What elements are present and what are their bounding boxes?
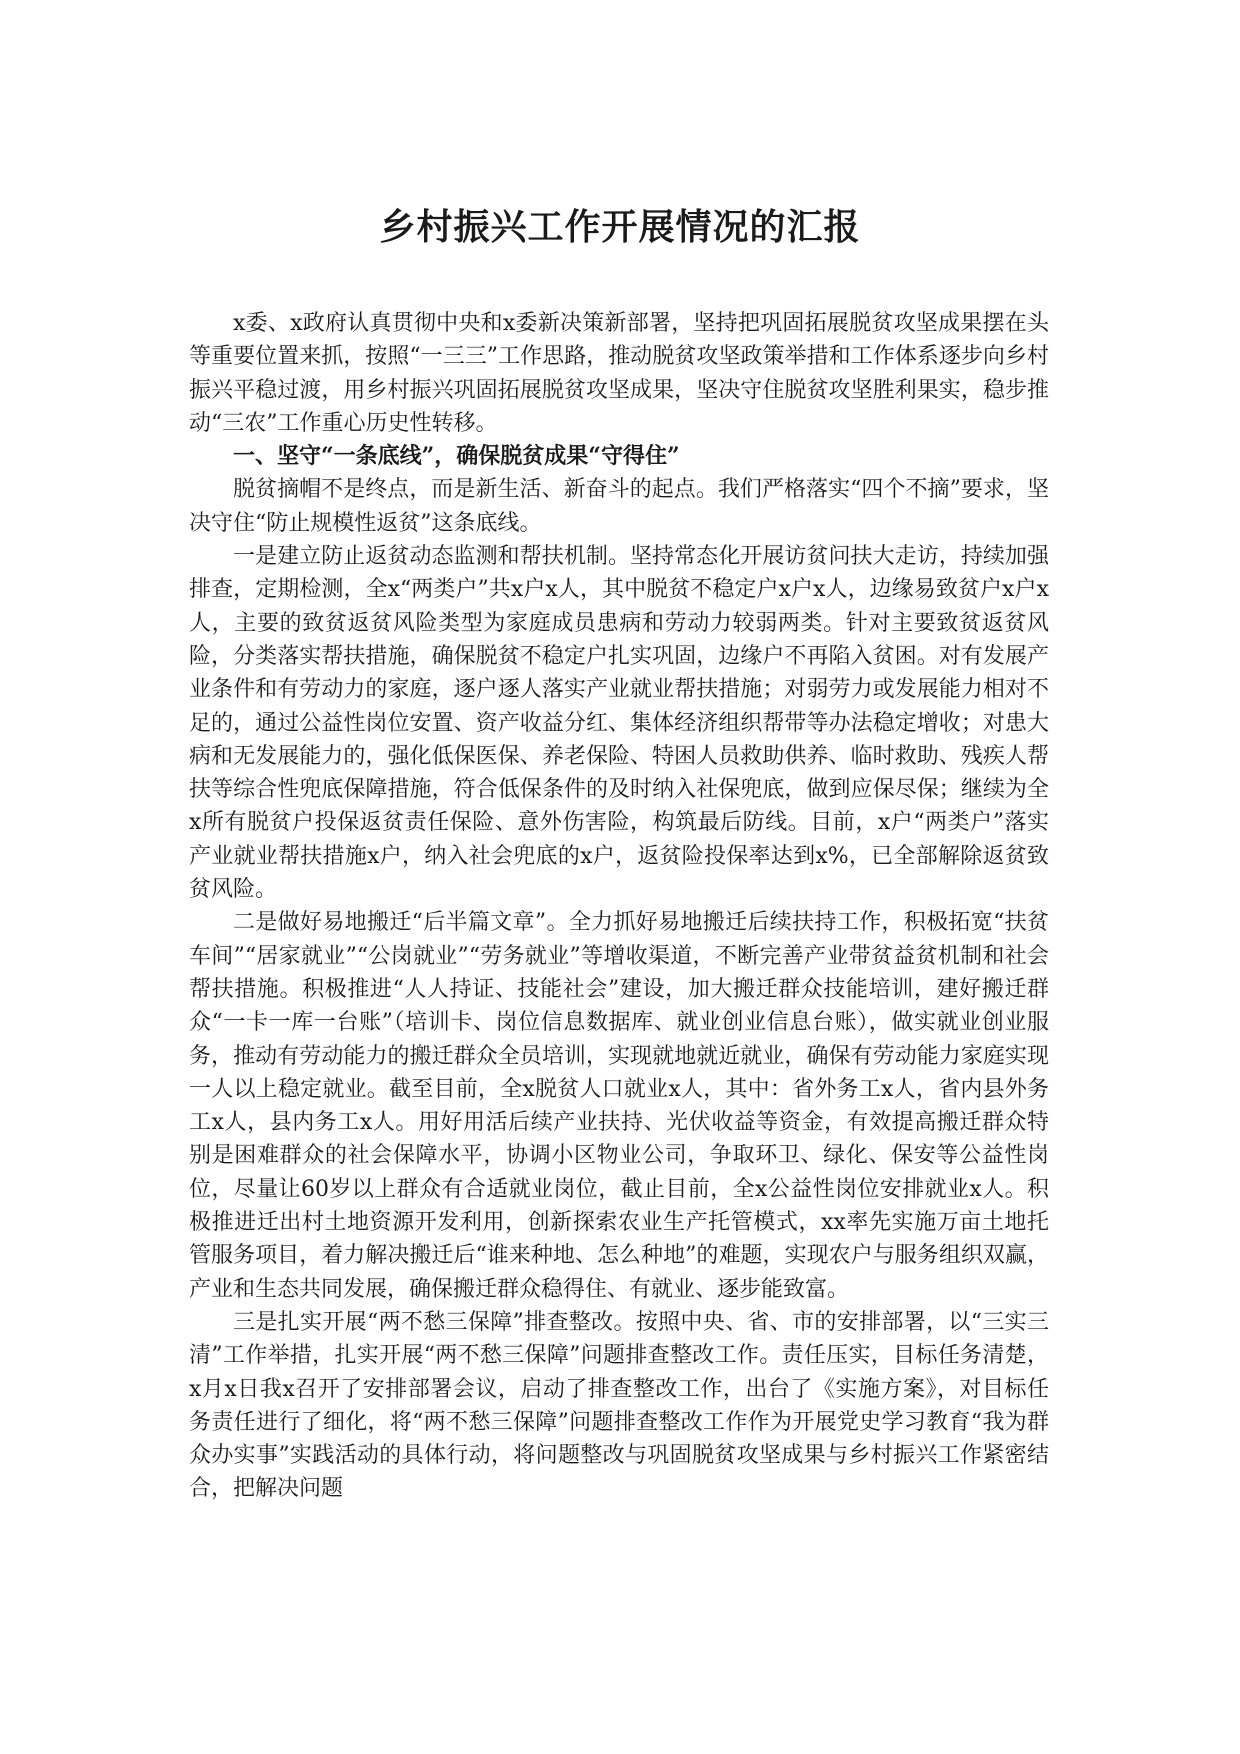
body-paragraph: 一是建立防止返贫动态监测和帮扶机制。坚持常态化开展访贫问扶大走访，持续加强排查，定期检测，全x“两类户”共x户x人，其中脱贫不稳定户x户x人，边缘易致贫户x户x人，主要的致贫返贫风险类型为家庭成员患病和劳动力较弱两类。针对主要致贫返贫风险，分类落实帮扶措施，确保脱贫不稳定户扎实巩固，边缘户不再陷入贫困。对有发展产业条件和有劳动力的家庭，逐户逐人落实产业就业帮扶措施；对弱劳力或发展能力相对不足的，通过公益性岗位安置、资产收益分红、集体经济组织帮带等办法稳定增收；对患大病和无发展能力的，强化低保医保、养老保险、特困人员救助供养、临时救助、残疾人帮扶等综合性兜底保障措施，符合低保条件的及时纳入社保兜底，做到应保尽保；继续为全x所有脱贫户投保返贫责任保险、意外伤害险，构筑最后防线。目前，x户“两类户”落实产业就业帮扶措施x户，纳入社会兜底的x户，返贫险投保率达到x%，已全部解除返贫致贫风险。	[189, 544, 1049, 903]
document-title: 乡村振兴工作开展情况的汇报	[379, 206, 861, 248]
intro-paragraph: x委、x政府认真贯彻中央和x委新决策新部署，坚持把巩固拓展脱贫攻坚成果摆在头等重要位置来抓，按照“一三三”工作思路，推动脱贫攻坚政策举措和工作体系逐步向乡村振兴平稳过渡，用乡村振兴巩固拓展脱贫攻坚成果，坚决守住脱贫攻坚胜利果实，稳步推动“三农”工作重心历史性转移。	[189, 311, 1049, 436]
body-paragraph: 脱贫摘帽不是终点，而是新生活、新奋斗的起点。我们严格落实“四个不摘”要求，坚决守住“防止规模性返贫”这条底线。	[189, 477, 1049, 536]
body-paragraph: 三是扎实开展“两不愁三保障”排查整改。按照中央、省、市的安排部署，以“三实三清”工作举措，扎实开展“两不愁三保障”问题排查整改工作。责任压实，目标任务清楚，x月x日我x召开了安排部署会议，启动了排查整改工作，出台了《实施方案》，对目标任务责任进行了细化，将“两不愁三保障”问题排查整改工作作为开展党史学习教育“我为群众办实事”实践活动的具体行动，将问题整改与巩固脱贫攻坚成果与乡村振兴工作紧密结合，把解决问题	[189, 1309, 1049, 1502]
document-body	[189, 307, 1049, 1506]
body-paragraph: 二是做好易地搬迁“后半篇文章”。全力抓好易地搬迁后续扶持工作，积极拓宽“扶贫车间”“居家就业”“公岗就业”“劳务就业”等增收渠道，不断完善产业带贫益贫机制和社会帮扶措施。积极推进“人人持证、技能社会”建设，加大搬迁群众技能培训，建好搬迁群众“一卡一库一台账”（培训卡、岗位信息数据库、就业创业信息台账），做实就业创业服务，推动有劳动能力的搬迁群众全员培训，实现就地就近就业，确保有劳动能力家庭实现一人以上稳定就业。截至目前，全x脱贫人口就业x人，其中：省外务工x人，省内县外务工x人，县内务工x人。用好用活后续产业扶持、光伏收益等资金，有效提高搬迁群众特别是困难群众的社会保障水平，协调小区物业公司，争取环卫、绿化、保安等公益性岗位，尽量让60岁以上群众有合适就业岗位，截止目前，全x公益性岗位安排就业x人。积极推进迁出村土地资源开发利用，创新探索农业生产托管模式，xx率先实施万亩土地托管服务项目，着力解决搬迁后“谁来种地、怎么种地”的难题，实现农户与服务组织双赢，产业和生态共同发展，确保搬迁群众稳得住、有就业、逐步能致富。	[189, 910, 1049, 1302]
section-heading: 一、坚守“一条底线”，确保脱贫成果“守得住”	[233, 443, 680, 470]
